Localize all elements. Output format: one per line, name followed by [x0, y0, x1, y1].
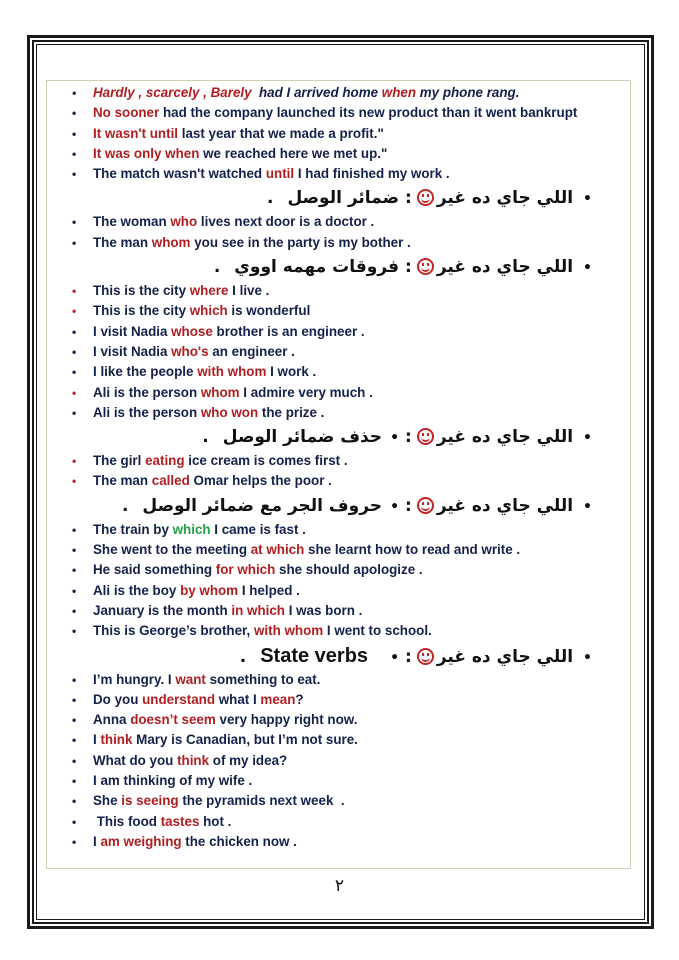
- example-sentence: [47, 301, 631, 321]
- bullet-icon: •: [72, 753, 77, 768]
- example-sentence: [47, 144, 631, 164]
- bullet-icon: •: [72, 284, 77, 299]
- highlighted-keyword: doesn’t seem: [130, 712, 216, 728]
- example-sentence: [47, 812, 631, 832]
- colon-separator: :: [405, 646, 412, 667]
- highlighted-keyword: think: [100, 732, 133, 748]
- highlighted-keyword: It wasn't until: [93, 125, 179, 141]
- sentence-text: He said something: [93, 562, 216, 578]
- bullet-icon: •: [72, 692, 77, 707]
- sentence-text: last year that we made a profit.": [178, 125, 384, 141]
- highlighted-keyword: No sooner: [93, 105, 160, 121]
- highlighted-keyword: It was only when: [93, 145, 200, 161]
- highlighted-keyword: whose: [171, 323, 213, 339]
- bullet-icon: •: [72, 454, 77, 469]
- bullet-icon: •: [72, 167, 77, 182]
- sentence-text: I helped .: [238, 582, 300, 598]
- sentence-text: brother is an engineer .: [212, 323, 365, 339]
- heading-topic-english: State verbs: [260, 644, 369, 667]
- example-sentence: [47, 471, 631, 491]
- colon-separator: :: [405, 188, 412, 209]
- bullet-icon: •: [583, 191, 592, 208]
- sentence-text: Mary is Canadian, but I’m not sure.: [132, 732, 358, 748]
- section-heading: [47, 492, 631, 520]
- bullet-icon: •: [72, 834, 77, 849]
- sentence-text: I: [93, 732, 101, 748]
- sentence-text: I visit Nadia: [93, 323, 172, 339]
- sentence-text: I came is fast .: [210, 521, 306, 537]
- section-heading: [47, 642, 631, 670]
- example-sentence: [47, 322, 631, 342]
- smiley-icon: [417, 258, 434, 275]
- bullet-icon: •: [72, 405, 77, 420]
- highlighted-keyword: who: [170, 214, 198, 230]
- example-sentence: [47, 540, 631, 560]
- sentence-text: something to eat.: [205, 671, 321, 687]
- sentence-text: I’m hungry. I: [93, 671, 176, 687]
- sentence-text: the pyramids next week .: [178, 793, 345, 809]
- section-heading: [47, 423, 631, 451]
- highlighted-keyword: for which: [215, 562, 276, 578]
- highlighted-keyword: at which: [250, 542, 305, 558]
- bullet-icon: •: [72, 215, 77, 230]
- example-sentence: [47, 362, 631, 382]
- sentence-text: we reached here we met up.": [199, 145, 388, 161]
- bullet-icon: •: [72, 774, 77, 789]
- sentence-text: She went to the meeting: [93, 542, 251, 558]
- highlighted-keyword: when: [381, 85, 417, 100]
- example-sentence: [47, 670, 631, 690]
- sentence-text: Omar helps the poor .: [189, 473, 332, 489]
- highlighted-keyword: called: [151, 473, 190, 489]
- sentence-text: Do you: [93, 691, 143, 707]
- bullet-icon: •: [72, 146, 77, 161]
- sentence-text: what I: [215, 691, 261, 707]
- heading-trailing-dot: .: [266, 188, 274, 209]
- highlighted-keyword: tastes: [160, 813, 200, 829]
- heading-topic: ضمائر الوصل: [287, 188, 400, 209]
- heading-topic: فروقات مهمه اووي: [234, 257, 400, 278]
- highlighted-keyword: whom: [200, 384, 240, 400]
- example-sentence: [47, 164, 631, 184]
- highlighted-keyword: by whom: [180, 582, 239, 598]
- sentence-text: you see in the party is my bother .: [190, 234, 411, 250]
- bullet-icon: •: [72, 563, 77, 578]
- sentence-text: I live .: [228, 283, 270, 299]
- example-sentence: [47, 560, 631, 580]
- sentence-text: I am thinking of my wife .: [93, 773, 253, 789]
- sentence-text: What do you: [93, 752, 178, 768]
- example-sentence: [47, 601, 631, 621]
- smiley-icon: [417, 497, 434, 514]
- heading-prefix: اللي جاي ده غير: [436, 495, 574, 516]
- bullet-icon: •: [72, 814, 77, 829]
- section-heading: [47, 184, 631, 212]
- sentence-text: ?: [295, 691, 304, 707]
- example-sentence: [47, 730, 631, 750]
- section-heading: [47, 253, 631, 281]
- bullet-icon: •: [72, 126, 77, 141]
- example-sentence: [47, 103, 631, 123]
- sentence-text: The man: [93, 473, 152, 489]
- heading-trailing-dot: .: [121, 495, 129, 516]
- heading-trailing-dot: .: [239, 646, 247, 667]
- sentence-list: [47, 83, 631, 852]
- sentence-text: This is the city: [93, 303, 190, 319]
- highlighted-keyword: with whom: [253, 623, 324, 639]
- heading-trailing-dot: .: [202, 427, 209, 448]
- highlighted-keyword: who's: [171, 343, 209, 359]
- content-box: [46, 80, 631, 869]
- example-sentence: [47, 520, 631, 540]
- highlighted-keyword: is seeing: [121, 793, 179, 809]
- example-sentence: [47, 281, 631, 301]
- example-sentence: [47, 832, 631, 852]
- highlighted-keyword: who won: [200, 404, 259, 420]
- example-sentence: [47, 342, 631, 362]
- sentence-text: I admire very much .: [239, 384, 373, 400]
- sentence-text: I had finished my work .: [294, 166, 450, 182]
- smiley-icon: [417, 648, 434, 665]
- sentence-text: Ali is the person: [93, 384, 201, 400]
- bullet-icon: •: [72, 713, 77, 728]
- example-sentence: [47, 383, 631, 403]
- sentence-text: I work .: [266, 364, 317, 380]
- heading-prefix: اللي جاي ده غير: [436, 257, 574, 278]
- bullet-icon: •: [72, 324, 77, 339]
- sentence-text: had the company launched its new product than it went bankrupt: [159, 105, 578, 121]
- highlighted-keyword: whom: [151, 234, 191, 250]
- sentence-text: lives next door is a doctor .: [197, 214, 375, 230]
- example-sentence: [47, 710, 631, 730]
- heading-topic: حذف ضمائر الوصل: [222, 427, 383, 448]
- highlighted-keyword: understand: [142, 691, 216, 707]
- smiley-icon: [417, 428, 434, 445]
- sentence-text: the chicken now .: [181, 833, 297, 849]
- sentence-text: my phone rang.: [416, 85, 520, 100]
- example-sentence: [47, 451, 631, 471]
- bullet-icon: •: [72, 86, 77, 100]
- highlighted-keyword: am weighing: [100, 833, 182, 849]
- sentence-text: This is the city: [93, 283, 190, 299]
- sentence-text: the prize .: [258, 404, 325, 420]
- sentence-text: I like the people: [93, 364, 198, 380]
- bullet-icon: •: [583, 649, 592, 666]
- heading-prefix: اللي جاي ده غير: [436, 188, 574, 209]
- bullet-icon: •: [72, 733, 77, 748]
- heading-topic: حروف الجر مع ضمائر الوصل: [142, 495, 383, 516]
- sentence-text: Ali is the person: [93, 404, 201, 420]
- bullet-icon: •: [72, 603, 77, 618]
- highlighted-keyword: mean: [260, 691, 296, 707]
- bullet-icon: •: [72, 522, 77, 537]
- example-sentence: [47, 771, 631, 791]
- example-sentence: [47, 212, 631, 232]
- sentence-text: hot .: [199, 813, 232, 829]
- sub-bullet-icon: •: [390, 649, 400, 666]
- sentence-text: very happy right now.: [215, 712, 358, 728]
- sentence-text: I went to school.: [323, 623, 432, 639]
- highlighted-keyword: want: [175, 671, 206, 687]
- sentence-text: ice cream is comes first .: [184, 453, 348, 469]
- sentence-text: The girl: [93, 453, 146, 469]
- bullet-icon: •: [72, 365, 77, 380]
- highlighted-keyword: until: [265, 166, 295, 182]
- example-sentence: [47, 581, 631, 601]
- highlighted-keyword: with whom: [197, 364, 267, 380]
- sentence-text: an engineer .: [208, 343, 295, 359]
- sentence-text: Anna: [93, 712, 131, 728]
- bullet-icon: •: [72, 794, 77, 809]
- sentence-text: Ali is the boy: [93, 582, 181, 598]
- highlighted-keyword: in which: [231, 602, 285, 618]
- bullet-icon: •: [72, 624, 77, 639]
- highlighted-keyword: which: [189, 303, 228, 319]
- sentence-text: I visit Nadia: [93, 343, 172, 359]
- sentence-text: is wonderful: [227, 303, 311, 319]
- bullet-icon: •: [72, 474, 77, 489]
- sentence-text: had I arrived home: [255, 85, 382, 100]
- heading-trailing-dot: .: [213, 257, 221, 278]
- sentence-text: January is the month: [93, 602, 232, 618]
- sentence-text: she should apologize .: [275, 562, 423, 578]
- highlighted-keyword: where: [189, 283, 229, 299]
- bullet-icon: •: [583, 260, 592, 277]
- sentence-text: of my idea?: [209, 752, 288, 768]
- sentence-text: The train by: [93, 521, 173, 537]
- sentence-text: she learnt how to read and write .: [304, 542, 521, 558]
- example-sentence: [47, 791, 631, 811]
- heading-prefix: اللي جاي ده غير: [436, 427, 574, 448]
- sentence-text: The woman: [93, 214, 171, 230]
- example-sentence: [47, 83, 631, 103]
- sentence-text: I was born .: [284, 602, 363, 618]
- bullet-icon: •: [72, 672, 77, 687]
- sentence-text: This food: [93, 813, 161, 829]
- highlighted-keyword: think: [177, 752, 210, 768]
- sentence-text: The man: [93, 234, 152, 250]
- colon-separator: :: [405, 257, 412, 278]
- example-sentence: [47, 124, 631, 144]
- sentence-text: The match wasn't watched: [93, 166, 266, 182]
- example-sentence: [47, 233, 631, 253]
- example-sentence: [47, 690, 631, 710]
- highlighted-keyword: Hardly , scarcely , Barely: [93, 85, 256, 100]
- sub-bullet-icon: •: [390, 430, 400, 447]
- sentence-text: This is George’s brother,: [93, 623, 254, 639]
- bullet-icon: •: [72, 235, 77, 250]
- example-sentence: [47, 751, 631, 771]
- colon-separator: :: [405, 495, 412, 516]
- example-sentence: [47, 621, 631, 641]
- page-number: ٢: [334, 876, 345, 896]
- bullet-icon: •: [72, 106, 77, 121]
- sentence-text: She: [93, 793, 122, 809]
- bullet-icon: •: [72, 304, 77, 319]
- bullet-icon: •: [72, 344, 77, 359]
- sentence-text: I: [93, 833, 101, 849]
- highlighted-keyword: eating: [145, 453, 185, 469]
- smiley-icon: [417, 189, 434, 206]
- heading-prefix: اللي جاي ده غير: [436, 646, 574, 667]
- bullet-icon: •: [72, 583, 77, 598]
- colon-separator: :: [405, 427, 412, 448]
- bullet-icon: •: [583, 498, 592, 515]
- bullet-icon: •: [72, 543, 77, 558]
- bullet-icon: •: [583, 430, 592, 447]
- example-sentence: [47, 403, 631, 423]
- bullet-icon: •: [72, 385, 77, 400]
- sub-bullet-icon: •: [390, 498, 400, 515]
- highlighted-keyword: which: [172, 521, 211, 537]
